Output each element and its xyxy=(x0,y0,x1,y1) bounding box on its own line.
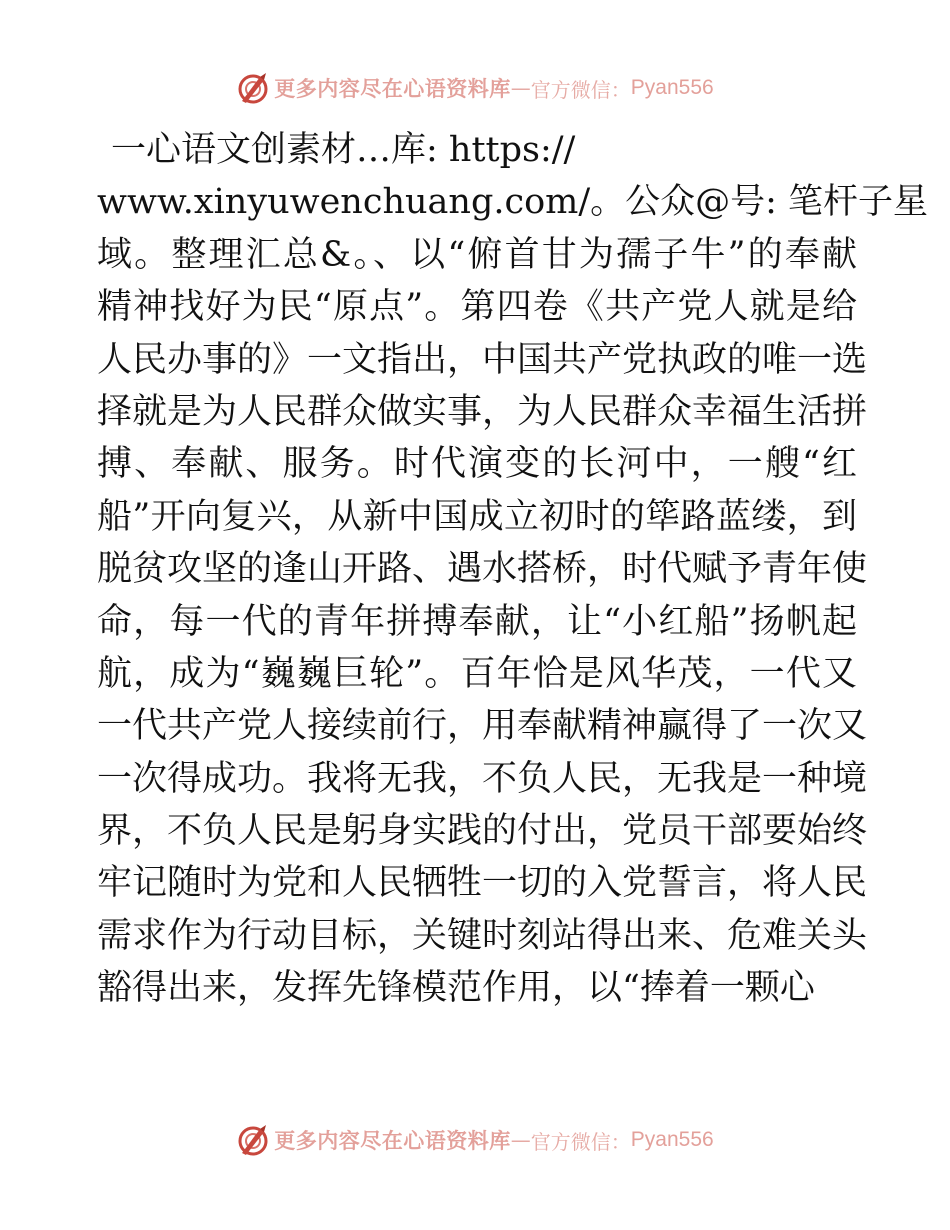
body-line: 命，每一代的青年拼搏奉献，让“小红船”扬帆起 xyxy=(97,601,857,642)
banner-title: 更多内容尽在心语资料库 xyxy=(274,77,511,101)
body-line: 人民办事的》一文指出，中国共产党执政的唯一选 xyxy=(97,339,868,380)
body-line: 一次得成功。我将无我，不负人民，无我是一种境 xyxy=(97,758,868,799)
body-line: 搏、奉献、服务。时代演变的长河中，一艘“红 xyxy=(97,444,857,485)
body-line: 一心语文创素材…库: https:// xyxy=(111,130,576,170)
document-body xyxy=(97,124,929,1015)
banner-wechat-label: 官方微信： xyxy=(530,1129,631,1154)
pen-logo-icon xyxy=(236,71,270,105)
body-line: 域。整理汇总&。、以“俯首甘为孺子牛”的奉献 xyxy=(97,234,857,275)
body-line: 牢记随时为党和人民牺牲一切的入党誓言，将人民 xyxy=(97,863,868,904)
body-line: 航，成为“巍巍巨轮”。百年恰是风华茂，一代又 xyxy=(97,653,857,694)
banner-wechat-id: Pyan556 xyxy=(630,1128,714,1151)
banner-separator: — xyxy=(510,1128,531,1152)
body-line: 豁得出来，发挥先锋模范作用，以“捧着一颗心 xyxy=(97,968,815,1009)
footer-banner xyxy=(0,1120,950,1160)
body-line: 择就是为人民群众做实事，为人民群众幸福生活拼 xyxy=(97,391,868,432)
body-line: www.xinyuwenchuang.com/。公众@号: 笔杆子星 xyxy=(97,182,929,223)
banner-wechat-label: 官方微信： xyxy=(530,77,631,102)
body-line: 需求作为行动目标，关键时刻站得出来、危难关头 xyxy=(97,915,868,956)
banner-wechat-id: Pyan556 xyxy=(630,76,714,99)
banner-title: 更多内容尽在心语资料库 xyxy=(274,1129,511,1153)
pen-logo-icon xyxy=(236,1123,270,1157)
body-line: 一代共产党人接续前行，用奉献精神赢得了一次又 xyxy=(97,706,868,747)
body-line: 精神找好为民“原点”。第四卷《共产党人就是给 xyxy=(97,287,857,328)
banner-separator: — xyxy=(510,76,531,100)
body-line: 界，不负人民是躬身实践的付出，党员干部要始终 xyxy=(97,811,868,852)
body-line: 船”开向复兴，从新中国成立初时的筚路蓝缕，到 xyxy=(97,496,857,537)
header-banner xyxy=(0,68,950,108)
body-line: 脱贫攻坚的逢山开路、遇水搭桥，时代赋予青年使 xyxy=(97,549,868,590)
